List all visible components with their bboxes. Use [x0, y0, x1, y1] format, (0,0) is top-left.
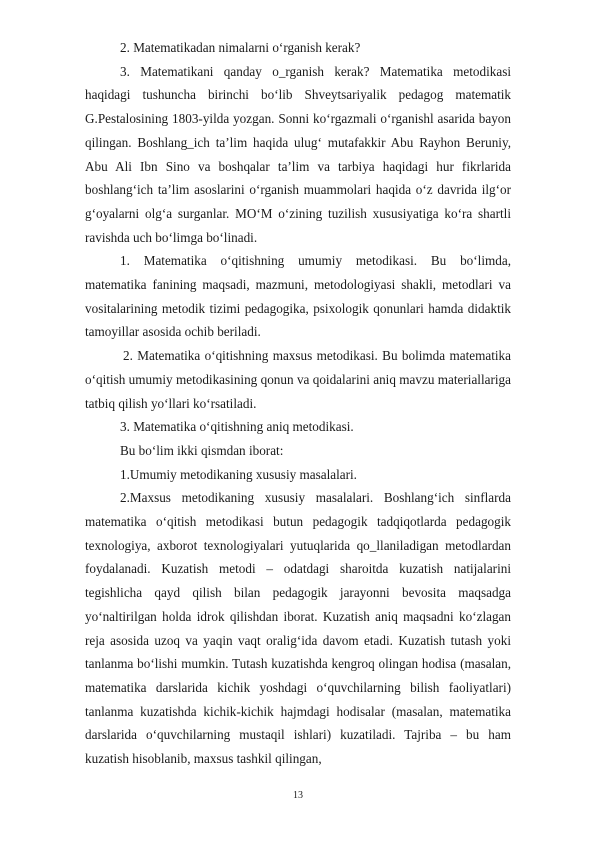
paragraph-question-2: 2. Matematikadan nimalarni o‘rganish kerak? — [120, 40, 361, 55]
paragraph-general-issues: 1.Umumiy metodikaning xususiy masalalari. — [120, 466, 357, 482]
paragraph-two-parts: Bu bo‘lim ikki qismdan iborat: — [120, 442, 284, 458]
page-number: 13 — [293, 790, 303, 801]
paragraph-specific-methodology: 3. Matematika o‘qitishning aniq metodikasi. — [120, 419, 354, 435]
paragraph-general-methodology: 1. Matematika o‘qitishning umumiy metodikasi. Bu bo‘limda, matematika fanining maqsadi, mazmuni, metodologiyasi shakli, metodlari va vositalarining metodik tizimi pedagogika, psixologik qonunlari hamda didaktik tamoyillar asosida ochib beriladi. — [85, 253, 511, 340]
paragraph-special-methodology: 2. Matematika o‘qitishning maxsus metodikasi. Bu bolimda matematika o‘qitish umumiy metodikasining qonun va qoidalarini aniq mavzu materiallariga tatbiq qilish yo‘llari ko‘rsatiladi. — [85, 348, 511, 411]
paragraph-question-3: 3. Matematikani qanday o_rganish kerak? Matematika metodikasi haqidagi tushuncha birinchi bo‘lib Shveytsariyalik pedagog matematik G.Pestalosining 1803-yilda yozgan. Sonni ko‘rgazmali o‘rganishl asarida bayon qilingan. Boshlang_ich ta’lim haqida ulug‘ mutafakkir Abu Rayhon Beruniy, Abu Ali Ibn Sino va boshqalar ta’lim va tarbiya haqidagi hur fikrlarida boshlang‘ich ta’lim asoslarini o‘rganish muammolari haqida o‘z davrida ilg‘or g‘oyalarni olg‘a surganlar. MO‘M o‘zining tuzilish xususiyatiga ko‘ra shartli ravishda uch bo‘limga bo‘linadi. — [85, 63, 511, 245]
paragraph-special-issues: 2.Maxsus metodikaning xususiy masalalari. Boshlang‘ich sinflarda matematika o‘qitish metodikasi butun pedagogik tadqiqotlarda pedagogik texnologiya, axborot texnologiyalari yutuqlarida qo_llaniladigan metodlardan foydalanadi. Kuzatish metodi – odatdagi sharoitda kuzatish natijalarini tegishlicha qayd qilish bilan pedagogik jarayonni bevosita maqsadga yo‘naltirilgan holda idrok qilishdan iborat. Kuzatish aniq maqsadni ko‘zlagan reja asosida uzoq va yaqin vaqt oralig‘ida davom etadi. Kuzatish tutash yoki tanlanma bo‘lishi mumkin. Tutash kuzatishda kengroq olingan hodisa (masalan, matematika darslarida kichik yoshdagi o‘quvchilarning bilish faoliyatlari) tanlanma kuzatishda kichik-kichik hajmdagi hodisalar (masalan, matematika darslarida o‘quvchilarning mustaqil ishlari) kuzatiladi. Tajriba – bu ham kuzatish hisoblanib, maxsus tashkil qilingan, — [85, 490, 511, 767]
